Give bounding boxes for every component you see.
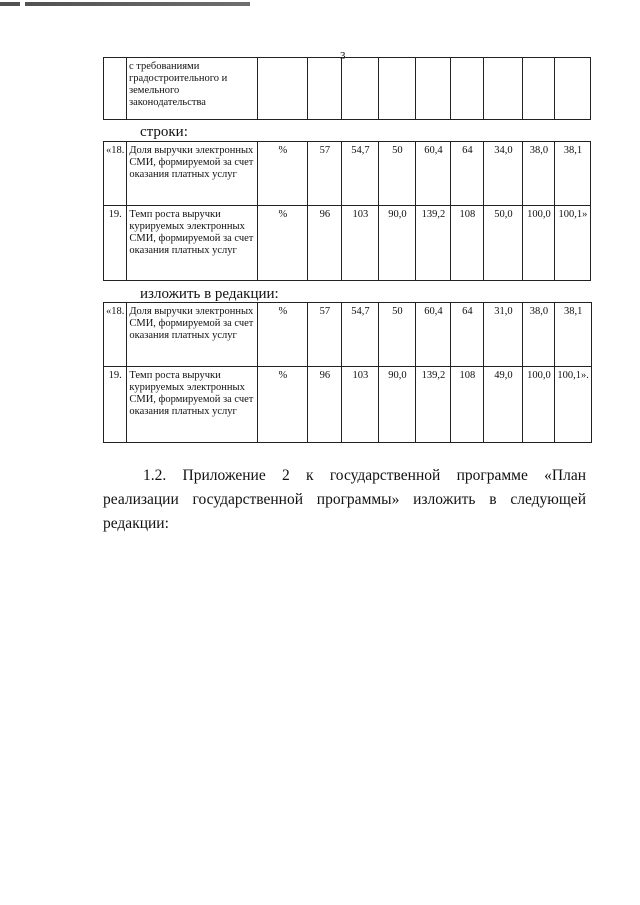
value-cell: 96 — [308, 206, 342, 281]
value-cell: 60,4 — [416, 303, 451, 367]
top-fragment-table — [103, 57, 591, 120]
row-unit: % — [258, 303, 308, 367]
row-number: «18. — [104, 303, 127, 367]
value-cell: 139,2 — [416, 367, 451, 443]
value-cell: 90,0 — [379, 206, 416, 281]
value-cell: 96 — [308, 367, 342, 443]
value-cell: 64 — [451, 303, 484, 367]
value-cell: 103 — [342, 367, 379, 443]
row-description: Темп роста выручки курируемых электронных СМИ, формируемой за счет оказания платных услуг — [127, 367, 258, 443]
value-cell: 139,2 — [416, 206, 451, 281]
row-unit: % — [258, 367, 308, 443]
section-heading-old: строки: — [140, 124, 188, 140]
cell — [308, 58, 342, 120]
value-cell: 100,1» — [555, 206, 591, 281]
value-cell: 100,0 — [523, 367, 555, 443]
cell — [523, 58, 555, 120]
row-unit: % — [258, 142, 308, 206]
row-description: Доля выручки электронных СМИ, формируемой за счет оказания платных услуг — [127, 303, 258, 367]
row-description: Темп роста выручки курируемых электронных СМИ, формируемой за счет оказания платных услуг — [127, 206, 258, 281]
value-cell: 100,0 — [523, 206, 555, 281]
value-cell: 50,0 — [484, 206, 523, 281]
table-new — [103, 302, 592, 443]
value-cell: 38,0 — [523, 142, 555, 206]
value-cell: 108 — [451, 367, 484, 443]
row-description: Доля выручки электронных СМИ, формируемой за счет оказания платных услуг — [127, 142, 258, 206]
row-number: «18. — [104, 142, 127, 206]
value-cell: 57 — [308, 142, 342, 206]
body-paragraph: 1.2. Приложение 2 к государственной программе «План реализации государственной программы» изложить в следующей редакции: — [103, 467, 586, 532]
table-row — [104, 206, 591, 281]
table-row — [104, 142, 591, 206]
value-cell: 103 — [342, 206, 379, 281]
value-cell: 90,0 — [379, 367, 416, 443]
value-cell: 50 — [379, 142, 416, 206]
cell — [555, 58, 591, 120]
cell — [379, 58, 416, 120]
value-cell: 100,1». — [555, 367, 592, 443]
table-old — [103, 141, 591, 281]
table-row — [104, 367, 592, 443]
cell — [258, 58, 308, 120]
value-cell: 38,1 — [555, 142, 591, 206]
value-cell: 38,0 — [523, 303, 555, 367]
row-number: 19. — [104, 206, 127, 281]
value-cell: 49,0 — [484, 367, 523, 443]
row-description: с требованиями градостроительного и земельного законодательства — [127, 58, 258, 120]
cell — [104, 58, 127, 120]
cell — [484, 58, 523, 120]
row-unit: % — [258, 206, 308, 281]
value-cell: 57 — [308, 303, 342, 367]
section-heading-new: изложить в редакции: — [140, 286, 279, 302]
value-cell: 64 — [451, 142, 484, 206]
value-cell: 60,4 — [416, 142, 451, 206]
value-cell: 54,7 — [342, 142, 379, 206]
value-cell: 31,0 — [484, 303, 523, 367]
value-cell: 50 — [379, 303, 416, 367]
table-row — [104, 303, 592, 367]
page-number: 3 — [340, 50, 346, 62]
value-cell: 34,0 — [484, 142, 523, 206]
row-number: 19. — [104, 367, 127, 443]
value-cell: 38,1 — [555, 303, 592, 367]
cell — [342, 58, 379, 120]
value-cell: 108 — [451, 206, 484, 281]
scan-artifact-bar — [0, 2, 250, 6]
cell — [416, 58, 451, 120]
value-cell: 54,7 — [342, 303, 379, 367]
cell — [451, 58, 484, 120]
